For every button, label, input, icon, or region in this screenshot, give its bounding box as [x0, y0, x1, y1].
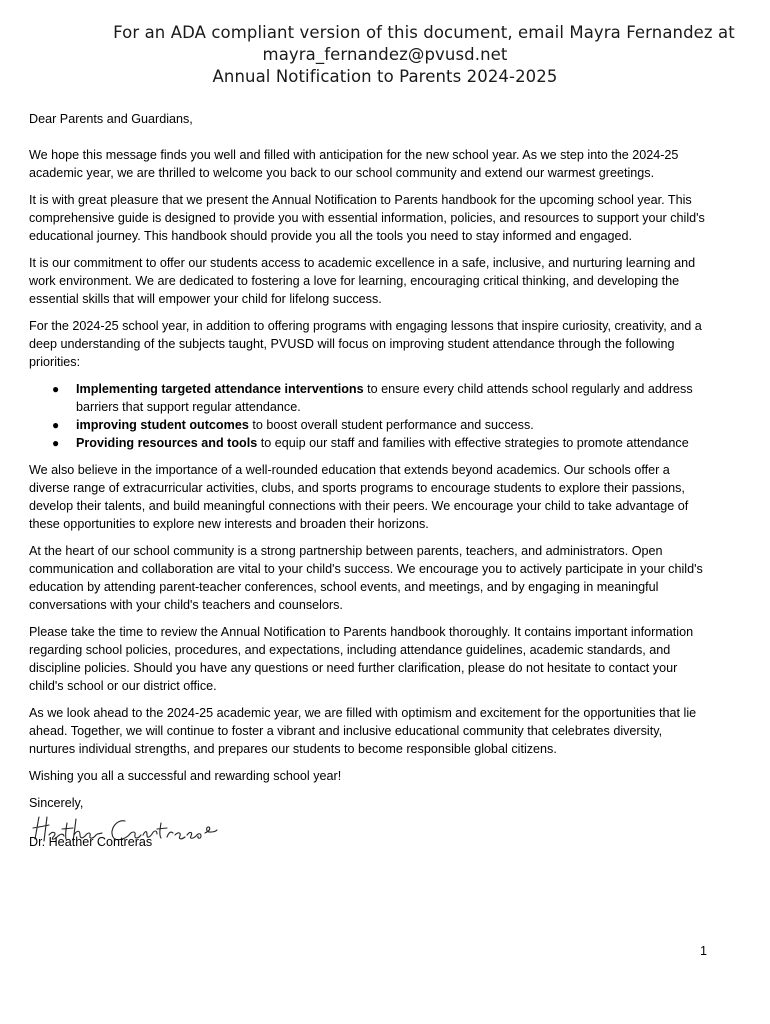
priority-item	[29, 416, 711, 434]
priority-bold: Implementing targeted attendance interventions	[76, 382, 364, 396]
priority-bold: improving student outcomes	[76, 418, 249, 432]
salutation: Dear Parents and Guardians,	[29, 112, 193, 126]
bullet-icon: ●	[52, 418, 60, 432]
page-number: 1	[700, 944, 708, 958]
paragraph-priorities-intro: For the 2024-25 school year, in addition to offering programs with engaging lessons that inspire curiosity, creativity, and a deep understanding of the subjects taught, PVUSD will focus on improving student attendance through the following priorities:	[29, 319, 702, 369]
paragraph-partnership: At the heart of our school community is a strong partnership between parents, teachers, and administrators. Open communication and collaboration are vital to your child's success. We encourage you to actively participate in your child's education by attending parent-teacher conferences, school events, and meetings, and by engaging in meaningful conversations with your child's teachers and counselors.	[29, 544, 703, 612]
paragraph-wishes: Wishing you all a successful and rewarding school year!	[29, 769, 342, 783]
ada-notice-line-1: For an ADA compliant version of this document, email Mayra Fernandez at	[113, 23, 735, 42]
closing: Sincerely,	[29, 796, 84, 810]
paragraph-welcome: We hope this message finds you well and filled with anticipation for the new school year. As we step into the 2024-25 academic year, we are thrilled to welcome you back to our school community and extend our warmest greetings.	[29, 148, 679, 180]
document-title: Annual Notification to Parents 2024-2025	[212, 67, 558, 86]
paragraph-extracurricular: We also believe in the importance of a well-rounded education that extends beyond academics. Our schools offer a diverse range of extracurricular activities, clubs, and sports programs to encourage students to explore their passions, develop their talents, and build meaningful connections with their peers. We encourage your child to take advantage of these opportunities to explore new interests and broaden their horizons.	[29, 463, 689, 531]
priority-text: to ensure every child attends school regularly and address barriers that support regular attendance.	[76, 382, 693, 414]
bullet-icon: ●	[52, 382, 60, 396]
signer-name: Dr. Heather Contreras	[29, 835, 153, 849]
priority-item	[29, 434, 711, 452]
paragraph-commitment: It is our commitment to offer our students access to academic excellence in a safe, inclusive, and nurturing learning and work environment. We are dedicated to fostering a love for learning, encouraging critical thinking, and developing the essential skills that will empower your child for lifelong success.	[29, 256, 696, 306]
letter-body	[29, 110, 711, 861]
signature-block	[29, 821, 711, 861]
priority-item	[29, 380, 711, 416]
paragraph-look-ahead: As we look ahead to the 2024-25 academic year, we are filled with optimism and excitement for the opportunities that lie ahead. Together, we will continue to foster a vibrant and inclusive educational community that celebrates diversity, nurtures individual strengths, and prepares our students to become responsible global citizens.	[29, 706, 697, 756]
ada-notice-email[interactable]: mayra_fernandez@pvusd.net	[262, 45, 508, 64]
bullet-icon: ●	[52, 436, 60, 450]
priority-bold: Providing resources and tools	[76, 436, 258, 450]
paragraph-handbook-intro: It is with great pleasure that we present the Annual Notification to Parents handbook for the upcoming school year. This comprehensive guide is designed to provide you with essential information, policies, and resources to support your child's educational journey. This handbook should provide you all the tools you need to stay informed and engaged.	[29, 193, 705, 243]
priorities-list	[29, 380, 711, 452]
paragraph-review-handbook: Please take the time to review the Annual Notification to Parents handbook thoroughly. It contains important information regarding school policies, procedures, and expectations, including attendance guidelines, academic standards, and discipline policies. Should you have any questions or need further clarification, please do not hesitate to contact your child's school or our district office.	[29, 625, 694, 693]
priority-text: to equip our staff and families with effective strategies to promote attendance	[257, 436, 689, 450]
document-header	[0, 22, 770, 88]
priority-text: to boost overall student performance and success.	[248, 418, 534, 432]
